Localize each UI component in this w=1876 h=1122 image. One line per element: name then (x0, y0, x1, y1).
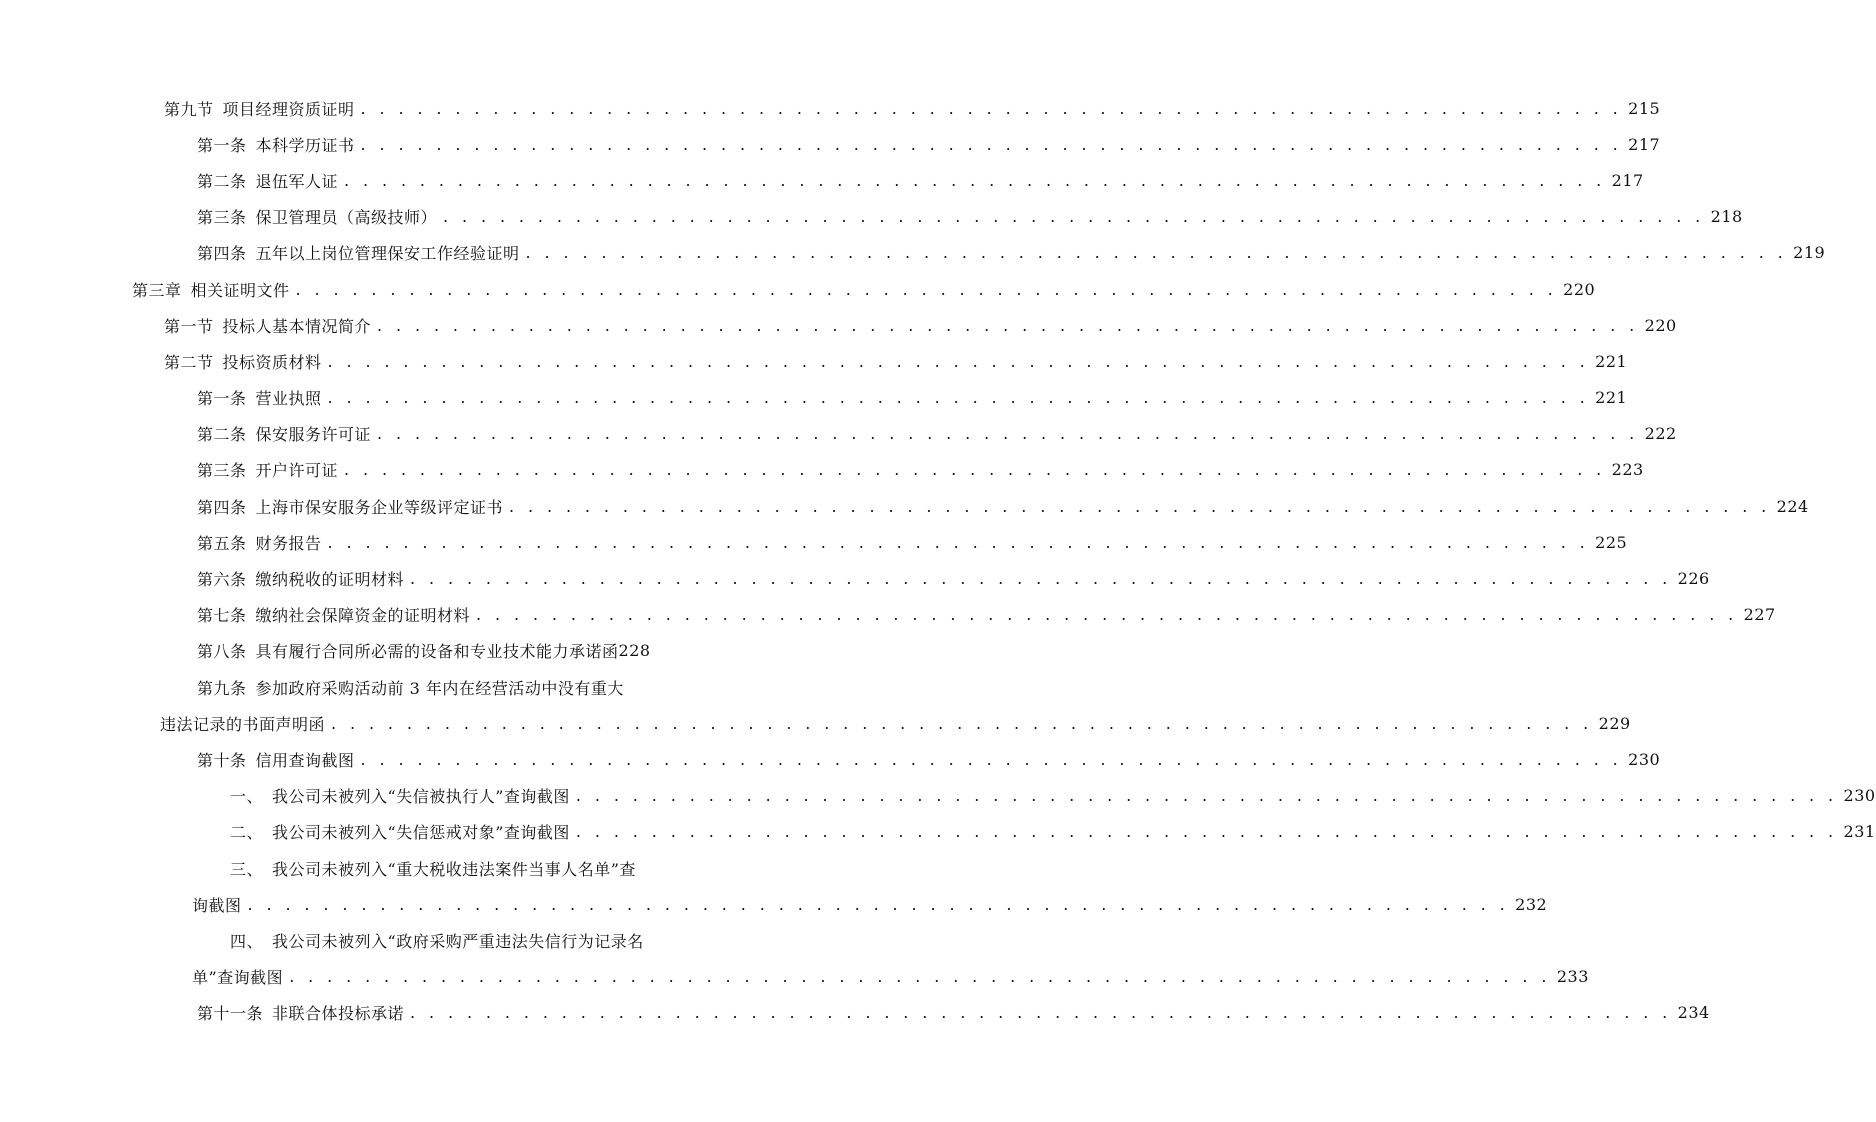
toc-entry-number: 第三条 (197, 208, 247, 228)
toc-entry[interactable] (0, 126, 1661, 162)
toc-leader-dots: . . . . . . . . . . . . . . . . . . . . . . . . . . . . . . . . . . . . . . . . . . . . . . . . . . . . . . . . . . . . . . . . . . . (360, 749, 1623, 769)
toc-leader-dots: . . . . . . . . . . . . . . . . . . . . . . . . . . . . . . . . . . . . . . . . . . . . . . . . . . . . . . . . . . . . . . . . . . . (476, 605, 1738, 625)
toc-entry-page: 223 (1611, 460, 1644, 480)
toc-leader-dots: . . . . . . . . . . . . . . . . . . . . . . . . . . . . . . . . . . . . . . . . . . . . . . . . . . . . . . . . . . . . . . . . . . . (575, 786, 1838, 806)
toc-entry[interactable] (0, 814, 1876, 850)
toc-entry-title: 上海市保安服务企业等级评定证书 (255, 497, 504, 517)
toc-entry-title-continued: 询截图 (192, 895, 242, 915)
toc-entry-page: 232 (1515, 894, 1548, 914)
toc-entry[interactable] (0, 307, 1677, 343)
toc-leader-dots: . . . . . . . . . . . . . . . . . . . . . . . . . . . . . . . . . . . . . . . . . . . . . . . . . . . . . . . . . . . . . . . . . . . (327, 532, 1590, 552)
toc-entry-page: 226 (1677, 569, 1710, 589)
toc-entry-page: 215 (1628, 98, 1661, 118)
toc-entry-title: 非联合体投标承诺 (272, 1004, 405, 1024)
toc-leader-dots: . . . . . . . . . . . . . . . . . . . . . . . . . . . . . . . . . . . . . . . . . . . . . . . . . . . . . . . . . . . . . . . . . . . (360, 134, 1623, 154)
toc-entry-page: 229 (1598, 713, 1631, 733)
toc-entry-title: 我公司未被列入“政府采购严重违法失信行为记录名 (272, 931, 644, 951)
toc-entry-number: 第八条 (197, 642, 247, 662)
toc-entry-number: 第七条 (197, 606, 247, 626)
toc-leader-dots: . . . . . . . . . . . . . . . . . . . . . . . . . . . . . . . . . . . . . . . . . . . . . . . . . . . . . . . . . . . . . . . . . . . (410, 569, 1672, 589)
toc-entry[interactable] (0, 488, 1809, 524)
toc-entry-number: 第三条 (197, 461, 247, 481)
toc-entry-number: 第一节 (164, 316, 214, 336)
toc-entry-title: 保卫管理员（高级技师） (255, 208, 438, 228)
toc-entry[interactable] (0, 741, 1661, 777)
toc-entry-number: 第五条 (197, 533, 247, 553)
toc-entry-page: 231 (1843, 822, 1876, 842)
toc-entry-page: 222 (1644, 424, 1677, 444)
toc-entry-page: 221 (1595, 388, 1628, 408)
toc-entry-title: 参加政府采购活动前 3 年内在经营活动中没有重大 (255, 678, 624, 698)
toc-entry-page: 217 (1628, 134, 1661, 154)
toc-entry-title: 我公司未被列入“重大税收违法案件当事人名单”查 (272, 859, 636, 879)
toc-entry-page: 227 (1743, 605, 1776, 625)
toc-entry-title: 缴纳税收的证明材料 (255, 570, 405, 590)
toc-entry-number: 一、 (230, 787, 264, 807)
toc-entry-page: 225 (1595, 532, 1628, 552)
toc-leader-dots: . . . . . . . . . . . . . . . . . . . . . . . . . . . . . . . . . . . . . . . . . . . . . . . . . . . . . . . . . . . . . . . . . . . (327, 351, 1590, 371)
toc-entry[interactable] (0, 850, 793, 886)
toc-entry-page: 221 (1595, 351, 1628, 371)
toc-entry-page: 230 (1628, 749, 1661, 769)
toc-entry-page: 234 (1677, 1003, 1710, 1023)
toc-entry-number: 第二节 (164, 352, 214, 372)
toc-entry-page: 228 (618, 641, 651, 661)
toc-leader-dots: . . . . . . . . . . . . . . . . . . . . . . . . . . . . . . . . . . . . . . . . . . . . . . . . . . . . . . . . . . . . . . . . . . . (247, 894, 1510, 914)
toc-entry-title: 相关证明文件 (190, 280, 290, 300)
toc-leader-dots: . . . . . . . . . . . . . . . . . . . . . . . . . . . . . . . . . . . . . . . . . . . . . . . . . . . . . . . . . . . . . . . . . . . (344, 460, 1606, 480)
toc-entry-title: 投标人基本情况简介 (222, 316, 372, 336)
toc-entry-number: 第二条 (197, 425, 247, 445)
toc-leader-dots: . . . . . . . . . . . . . . . . . . . . . . . . . . . . . . . . . . . . . . . . . . . . . . . . . . . . . . . . . . . . . . . . . . . (377, 424, 1639, 444)
toc-entry-page: 230 (1843, 786, 1876, 806)
toc-entry-title-continued: 违法记录的书面声明函 (160, 714, 326, 734)
toc-leader-dots: . . . . . . . . . . . . . . . . . . . . . . . . . . . . . . . . . . . . . . . . . . . . . . . . . . . . . . . . . . . . . . . . . . . (295, 279, 1558, 299)
toc-entry[interactable] (0, 271, 1596, 307)
toc-leader-dots: . . . . . . . . . . . . . . . . . . . . . . . . . . . . . . . . . . . . . . . . . . . . . . . . . . . . . . . . . . . . . . . . . . . (410, 1003, 1672, 1023)
toc-leader-dots: . . . . . . . . . . . . . . . . . . . . . . . . . . . . . . . . . . . . . . . . . . . . . . . . . . . . . . . . . . . . . . . . . . . (360, 98, 1623, 118)
toc-entry[interactable] (0, 199, 1743, 235)
toc-entry-number: 第十一条 (197, 1004, 264, 1024)
toc-entry-number: 第十条 (197, 750, 247, 770)
toc-entry-number: 四、 (230, 931, 264, 951)
toc-entry[interactable] (0, 995, 1710, 1031)
toc-entry-title: 营业执照 (255, 389, 322, 409)
toc-entry-continuation[interactable] (0, 959, 1589, 995)
toc-entry-number: 第六条 (197, 570, 247, 590)
toc-entry-title: 本科学历证书 (255, 135, 355, 155)
toc-entry-title: 保安服务许可证 (255, 425, 372, 445)
toc-entry-number: 第三章 (132, 280, 182, 300)
toc-entry-number: 第九节 (164, 99, 214, 119)
toc-entry-page: 220 (1644, 315, 1677, 335)
toc-entry-number: 第四条 (197, 497, 247, 517)
toc-entry[interactable] (0, 524, 1628, 560)
toc-entry-page: 224 (1776, 496, 1809, 516)
toc-entry-page: 219 (1793, 243, 1826, 263)
toc-leader-dots: . . . . . . . . . . . . . . . . . . . . . . . . . . . . . . . . . . . . . . . . . . . . . . . . . . . . . . . . . . . . . . . . . . . (377, 315, 1639, 335)
toc-leader-dots: . . . . . . . . . . . . . . . . . . . . . . . . . . . . . . . . . . . . . . . . . . . . . . . . . . . . . . . . . . . . . . . . . . . (525, 243, 1788, 263)
toc-entry-title: 缴纳社会保障资金的证明材料 (255, 606, 471, 626)
toc-entry[interactable] (0, 922, 793, 958)
toc-leader-dots: . . . . . . . . . . . . . . . . . . . . . . . . . . . . . . . . . . . . . . . . . . . . . . . . . . . . . . . . . . . . . . . . . . . (327, 388, 1590, 408)
toc-entry-title: 财务报告 (255, 533, 322, 553)
toc-entry-number: 第一条 (197, 135, 247, 155)
toc-entry-title: 信用查询截图 (255, 750, 355, 770)
toc-entry[interactable] (0, 343, 1628, 379)
toc-leader-dots: . . . . . . . . . . . . . . . . . . . . . . . . . . . . . . . . . . . . . . . . . . . . . . . . . . . . . . . . . . . . . . . . . . . (331, 713, 1593, 733)
table-of-contents (0, 90, 1876, 1031)
toc-entry-page: 218 (1710, 207, 1743, 227)
toc-leader-dots: . . . . . . . . . . . . . . . . . . . . . . . . . . . . . . . . . . . . . . . . . . . . . . . . . . . . . . . . . . . . . . . . . . . (575, 822, 1838, 842)
toc-entry-number: 第四条 (197, 244, 247, 264)
toc-entry-title: 投标资质材料 (222, 352, 322, 372)
toc-entry-title: 项目经理资质证明 (222, 99, 355, 119)
toc-leader-dots: . . . . . . . . . . . . . . . . . . . . . . . . . . . . . . . . . . . . . . . . . . . . . . . . . . . . . . . . . . . . . . . . . . . (443, 207, 1705, 227)
toc-entry-number: 第一条 (197, 389, 247, 409)
toc-entry-number: 第二条 (197, 171, 247, 191)
toc-entry-title: 具有履行合同所必需的设备和专业技术能力承诺函 (255, 642, 619, 662)
toc-entry[interactable] (0, 235, 1826, 271)
toc-entry[interactable] (0, 380, 1628, 416)
toc-entry[interactable] (0, 633, 793, 669)
toc-entry[interactable] (0, 778, 1876, 814)
toc-entry-title: 开户许可证 (255, 461, 339, 481)
toc-entry[interactable] (0, 560, 1710, 596)
toc-entry-title: 我公司未被列入“失信被执行人”查询截图 (272, 787, 570, 807)
toc-entry[interactable] (0, 669, 793, 705)
toc-entry[interactable] (0, 452, 1644, 488)
toc-entry-title: 退伍军人证 (255, 171, 339, 191)
toc-entry[interactable] (0, 416, 1677, 452)
toc-entry-number: 第九条 (197, 678, 247, 698)
toc-leader-dots: . . . . . . . . . . . . . . . . . . . . . . . . . . . . . . . . . . . . . . . . . . . . . . . . . . . . . . . . . . . . . . . . . . . (509, 496, 1771, 516)
toc-leader-dots: . . . . . . . . . . . . . . . . . . . . . . . . . . . . . . . . . . . . . . . . . . . . . . . . . . . . . . . . . . . . . . . . . . . (289, 967, 1551, 987)
toc-entry-continuation[interactable] (0, 705, 1631, 741)
toc-entry[interactable] (0, 597, 1776, 633)
toc-entry-page: 217 (1611, 170, 1644, 190)
toc-entry-page: 233 (1556, 967, 1589, 987)
toc-leader-dots: . . . . . . . . . . . . . . . . . . . . . . . . . . . . . . . . . . . . . . . . . . . . . . . . . . . . . . . . . . . . . . . . . . . (344, 170, 1606, 190)
toc-entry-title: 我公司未被列入“失信惩戒对象”查询截图 (272, 823, 570, 843)
toc-entry-page: 220 (1563, 279, 1596, 299)
toc-entry-continuation[interactable] (0, 886, 1548, 922)
toc-entry-title-continued: 单”查询截图 (192, 968, 284, 988)
toc-entry-title: 五年以上岗位管理保安工作经验证明 (255, 244, 520, 264)
toc-entry[interactable] (0, 90, 1661, 126)
toc-entry-number: 二、 (230, 823, 264, 843)
toc-entry[interactable] (0, 162, 1644, 198)
toc-entry-number: 三、 (230, 859, 264, 879)
